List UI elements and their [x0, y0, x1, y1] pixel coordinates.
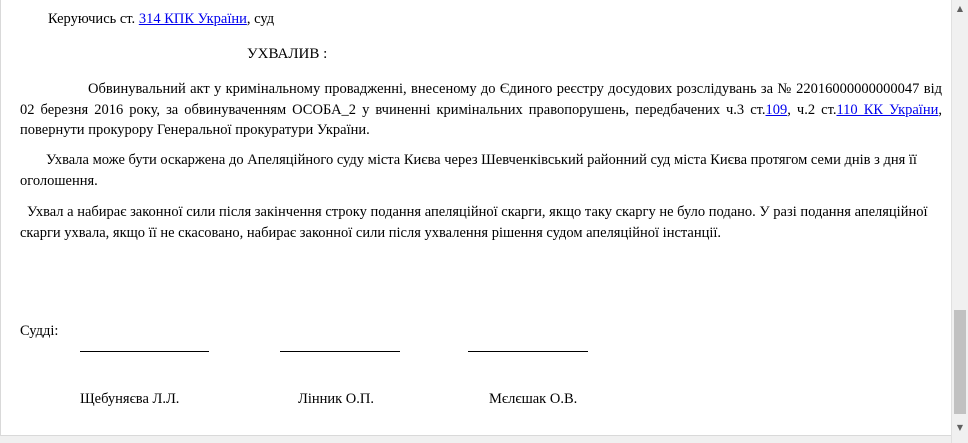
signature-line-2 — [280, 351, 400, 352]
kpk-article-link[interactable]: 314 КПК України — [138, 11, 247, 27]
judge-name-3: Мєлєшак О.В. — [489, 391, 578, 407]
appeal-paragraph: Ухвала може бути оскаржена до Апеляційного суду міста Києва через Шевченківський районний суд міста Києва протягом семи днів з дня її оголошення. — [20, 152, 917, 189]
decision-text-2: , ч.2 ст. — [787, 101, 837, 118]
kk-article-110-link[interactable]: 110 КК України — [836, 101, 939, 118]
vertical-scrollbar[interactable] — [951, 0, 968, 443]
judge-name-1: Щебуняєва Л.Л. — [80, 391, 180, 407]
decision-text-1: Обвинувальний акт у кримінальному провадженні, внесеному до Єдиного реєстру досудових розслідувань за № 22016000000000047 від 02 березня 2016 року, за обвинуваченням ОСОБА_2 у вчиненні кримінальних правопорушень, передбачених ч.3 ст. — [20, 81, 942, 118]
signature-line-3 — [468, 351, 588, 352]
scroll-up-arrow-icon[interactable]: ▲ — [956, 4, 964, 13]
resolved-heading: УХВАЛИВ : — [247, 46, 328, 62]
article-109-link[interactable]: 109 — [765, 101, 788, 118]
governing-clause — [48, 9, 951, 30]
decision-paragraph — [20, 79, 942, 141]
scrollbar-thumb[interactable] — [954, 310, 966, 414]
scroll-down-arrow-icon[interactable]: ▼ — [956, 423, 964, 432]
judges-label: Судді: — [20, 323, 59, 339]
governing-suffix: , суд — [246, 11, 275, 27]
signature-line-1 — [80, 351, 209, 352]
decision-text-3: , повернути прокурору Генеральної прокуратури України. — [20, 101, 942, 138]
legal-effect-paragraph: Ухвал а набирає законної сили після закінчення строку подання апеляційної скарги, якщо таку скаргу не було подано. У разі подання апеляційної скарги ухвала, якщо її не скасовано, набирає законної сили після ухвалення рішення судом апеляційної інстанції. — [20, 204, 928, 241]
governing-prefix: Керуючись ст. — [48, 11, 139, 27]
judge-name-2: Лінник О.П. — [298, 391, 375, 407]
